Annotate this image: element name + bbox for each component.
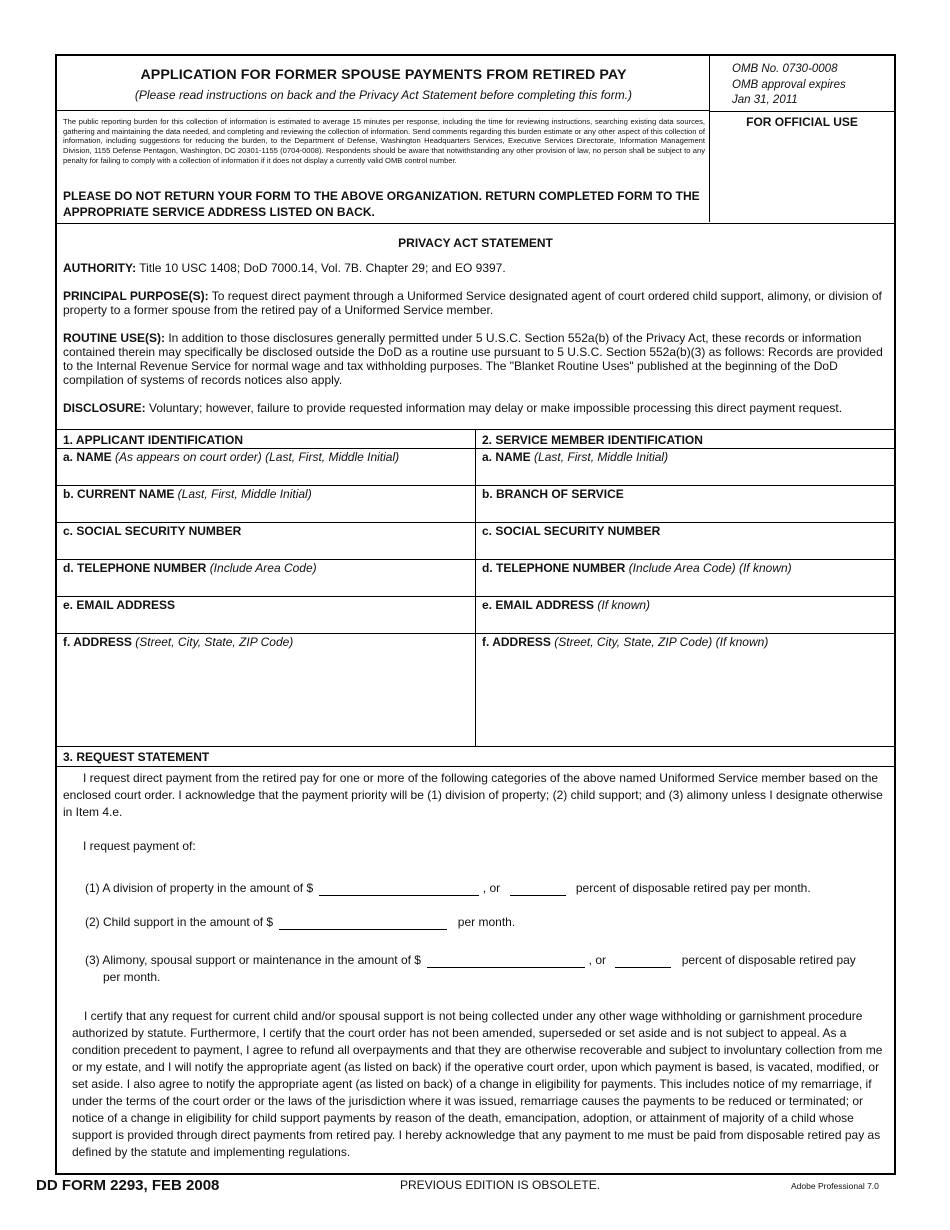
applicant-name-field[interactable] [63, 466, 469, 482]
item-3-line [85, 952, 856, 969]
applicant-email-field[interactable] [63, 614, 469, 630]
property-percent-field[interactable] [510, 882, 566, 896]
applicant-email-label: e. EMAIL ADDRESS [63, 598, 176, 612]
member-address-label: f. ADDRESS (Street, City, State, ZIP Code) (If known) [482, 635, 769, 649]
privacy-act-statement [57, 224, 894, 430]
purpose-label: PRINCIPAL PURPOSE(S): [63, 289, 209, 303]
member-phone-field[interactable] [482, 577, 888, 593]
disclosure-text: Voluntary; however, failure to provide requested information may delay or make impossible processing this direct payment request. [149, 401, 843, 415]
member-name-field[interactable] [482, 466, 888, 482]
request-heading: 3. REQUEST STATEMENT [63, 750, 210, 764]
item-3-continuation: per month. [103, 970, 161, 984]
form-header [57, 56, 894, 224]
member-ssn-field[interactable] [482, 540, 888, 556]
applicant-address-label: f. ADDRESS (Street, City, State, ZIP Code) [63, 635, 294, 649]
omb-expires-label: OMB approval expires [732, 78, 846, 91]
header-left [57, 56, 710, 222]
child-support-amount-field[interactable] [279, 916, 447, 930]
routine-use-paragraph [63, 331, 889, 387]
item-3-or: , or [588, 953, 606, 967]
member-heading: 2. SERVICE MEMBER IDENTIFICATION [482, 433, 703, 447]
omb-number: OMB No. 0730-0008 [732, 63, 838, 75]
omb-expires-date: Jan 31, 2011 [732, 94, 798, 106]
request-of: I request payment of: [83, 839, 196, 853]
routine-label: ROUTINE USE(S): [63, 331, 165, 345]
item-1-or: , or [482, 881, 501, 895]
item-3-suffix: percent of disposable retired pay [681, 953, 856, 967]
divider [57, 559, 894, 560]
certification-paragraph: I certify that any request for current child and/or spousal support is not being collected under any other wage withholding or garnishment procedure authorized by statute. Furthermore, I certify that the court order has not been amended, superseded or set aside and is not subject to appeal. As a condition precedent to payment, I agree to refund all overpayments and that they are otherwise recoverable and subject to involuntary collection from me or my estate, and I will notify the appropriate agent (as listed on back) if the operative court order, upon which payment is based, is vacated, modified, or set aside. I also agree to notify the appropriate agent (as listed on back) of a change in eligibility for payments. This includes notice of my remarriage, if under the terms of the court order or the laws of the jurisdiction where it was issued, remarriage causes the payments to be reduced or terminated; or notice of a change in eligibility for child support payments by reason of the death, emancipation, adoption, or attainment of majority of a child whose support is provided through direct payments from retired pay. I hereby acknowledge that any payment to me must be paid from disposable retired pay as defined by the statute and implementing regulations. [72, 1009, 883, 1159]
item-1-line [85, 880, 811, 897]
omb-block [732, 62, 846, 109]
form-title: APPLICATION FOR FORMER SPOUSE PAYMENTS FROM RETIRED PAY [140, 67, 627, 83]
member-branch-label: b. BRANCH OF SERVICE [482, 487, 624, 501]
software-note: Adobe Professional 7.0 [791, 1181, 879, 1191]
authority-text: Title 10 USC 1408; DoD 7000.14, Vol. 7B. Chapter 29; and EO 9397. [139, 261, 506, 275]
member-email-label: e. EMAIL ADDRESS (If known) [482, 598, 651, 612]
divider [57, 110, 710, 111]
alimony-amount-field[interactable] [427, 954, 585, 968]
item-2-suffix: per month. [457, 915, 516, 929]
authority-paragraph [63, 261, 889, 275]
identification-section [57, 430, 894, 747]
applicant-current-name-label: b. CURRENT NAME (Last, First, Middle Initial) [63, 487, 312, 501]
item-1-suffix: percent of disposable retired pay per month. [575, 881, 811, 895]
divider [57, 766, 894, 767]
member-address-field[interactable] [482, 652, 888, 668]
divider [57, 596, 894, 597]
return-notice: PLEASE DO NOT RETURN YOUR FORM TO THE ABOVE ORGANIZATION. RETURN COMPLETED FORM TO THE APPROPRIATE SERVICE ADDRESS LISTED ON BACK. [63, 189, 700, 219]
member-branch-field[interactable] [482, 503, 888, 519]
disclosure-label: DISCLOSURE: [63, 401, 146, 415]
form-subtitle: (Please read instructions on back and the Privacy Act Statement before completing this form.) [134, 88, 633, 102]
applicant-ssn-label: c. SOCIAL SECURITY NUMBER [63, 524, 242, 538]
purpose-text: To request direct payment through a Uniformed Service designated agent of court ordered child support, alimony, or division of property to a former spouse from the retired pay of a Uniformed Service member. [63, 289, 882, 317]
official-use-label: FOR OFFICIAL USE [746, 115, 858, 129]
form-number: DD FORM 2293, FEB 2008 [36, 1177, 220, 1194]
authority-label: AUTHORITY: [63, 261, 137, 275]
divider [710, 111, 894, 112]
alimony-percent-field[interactable] [615, 954, 671, 968]
member-name-label: a. NAME (Last, First, Middle Initial) [482, 450, 669, 464]
item-2-line [85, 914, 515, 931]
divider [57, 633, 894, 634]
privacy-title: PRIVACY ACT STATEMENT [398, 236, 553, 250]
item-2-prefix: (2) Child support in the amount of $ [85, 915, 274, 929]
applicant-ssn-field[interactable] [63, 540, 469, 556]
member-phone-label: d. TELEPHONE NUMBER (Include Area Code) (If known) [482, 561, 792, 575]
applicant-current-name-field[interactable] [63, 503, 469, 519]
applicant-heading: 1. APPLICANT IDENTIFICATION [63, 433, 243, 447]
applicant-address-field[interactable] [63, 652, 469, 668]
applicant-phone-label: d. TELEPHONE NUMBER (Include Area Code) [63, 561, 317, 575]
purpose-paragraph [63, 289, 889, 317]
routine-text: In addition to those disclosures generally permitted under 5 U.S.C. Section 552a(b) of the Privacy Act, these records or information contained therein may specifically be disclosed outside the DoD as a routine use pursuant to 5 U.S.C. Section 552a(b)(3) as follows: Records are provided to the Internal Revenue Service for normal wage and tax withholding purposes. The "Blanket Routine Uses" published at the beginning of the DoD compilation of systems of records notices also apply. [63, 331, 883, 387]
divider [57, 485, 894, 486]
member-email-field[interactable] [482, 614, 888, 630]
property-amount-field[interactable] [319, 882, 479, 896]
divider [57, 522, 894, 523]
divider [57, 448, 894, 449]
item-3-prefix: (3) Alimony, spousal support or maintenance in the amount of $ [85, 953, 421, 967]
member-ssn-label: c. SOCIAL SECURITY NUMBER [482, 524, 661, 538]
disclosure-paragraph [63, 401, 889, 415]
applicant-name-label: a. NAME (As appears on court order) (Last, First, Middle Initial) [63, 450, 400, 464]
applicant-phone-field[interactable] [63, 577, 469, 593]
burden-statement: The public reporting burden for this collection of information is estimated to average 15 minutes per response, including the time for reviewing instructions, searching existing data sources, gathering and maintaining the data needed, and completing and reviewing the collection of information. Send comments regarding this burden estimate or any other aspect of this collection of information, including suggestions for reducing the burden, to the Department of Defense, Washington Headquarters Services, Executive Services Directorate, Information Management Division, 1155 Defense Pentagon, Washington, DC 20301-1155 (0704-0008). Respondents should be aware that notwithstanding any other provision of law, no person shall be subject to any penalty for failing to comply with a collection of information if it does not display a currently valid OMB control number. [63, 117, 705, 165]
request-intro: I request direct payment from the retired pay for one or more of the following categories of the above named Uniformed Service member based on the enclosed court order. I acknowledge that the payment priority will be (1) division of property; (2) child support; and (3) alimony unless I designate otherwise in Item 4.e. [63, 771, 883, 819]
previous-edition-note: PREVIOUS EDITION IS OBSOLETE. [400, 1178, 601, 1192]
item-1-prefix: (1) A division of property in the amount of $ [85, 881, 314, 895]
form-frame [55, 54, 896, 1175]
divider [475, 430, 476, 747]
